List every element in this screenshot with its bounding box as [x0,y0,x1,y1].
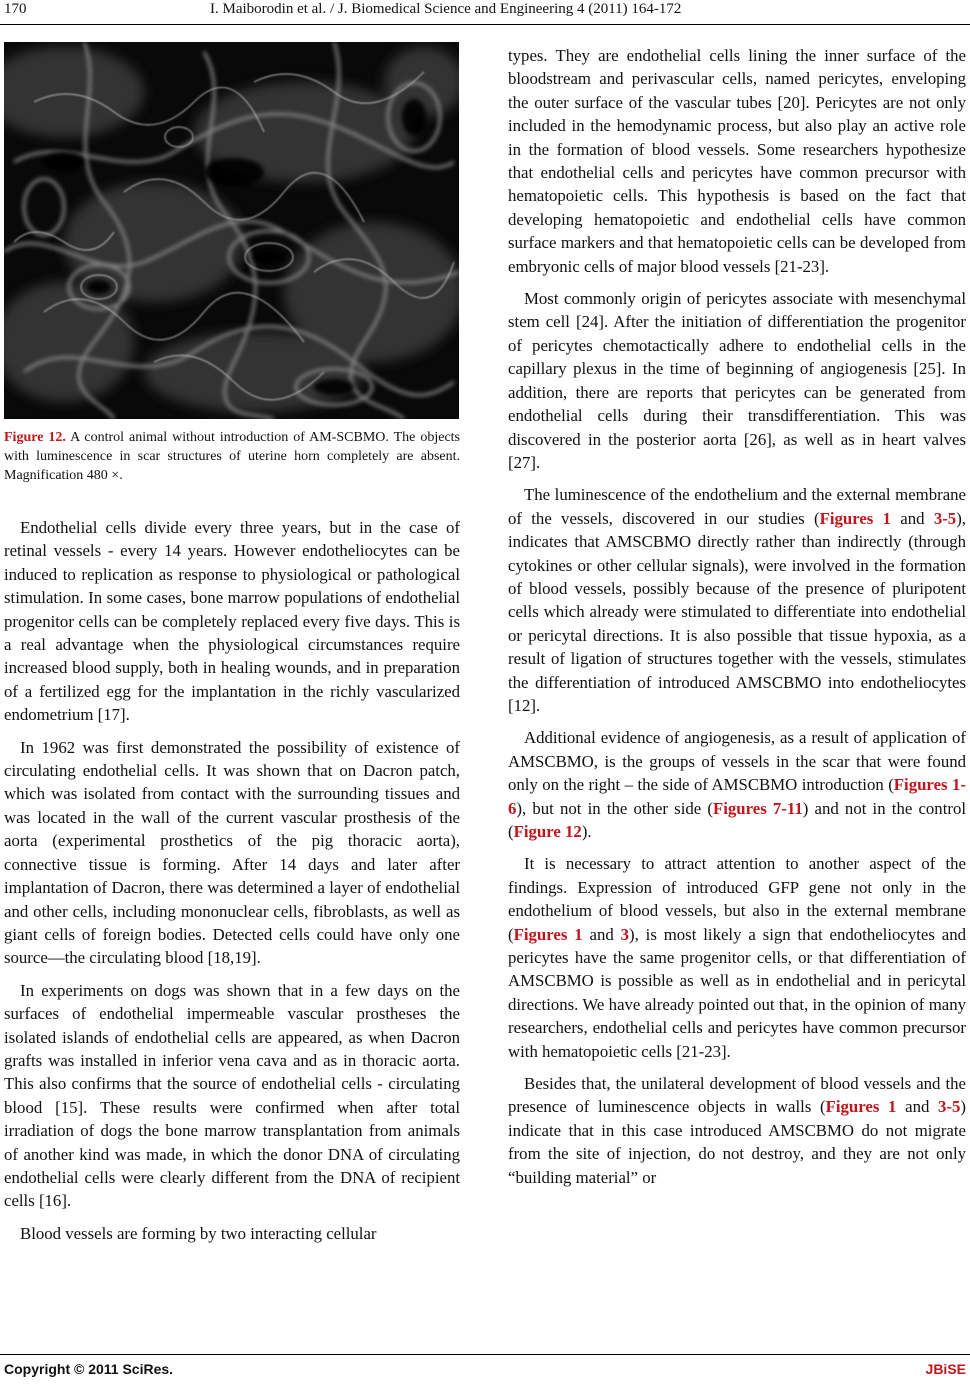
figure-reference-link[interactable]: Figures 1 [513,924,583,944]
running-title: I. Maiborodin et al. / J. Biomedical Science and Engineering 4 (2011) 164-172 [210,1,682,17]
paragraph: The luminescence of the endothelium and the external membrane of the vessels, discovered in our studies (Figures 1 and 3-5), indicates that AMSCBMO directly rather than indirectly (through cytokines or other cellular signals), were involved in the formation of blood vessels, possibly because of the presence of pluripotent cells which already were stimulated to differentiate into endothelial or pericytal directions. It is also possible that tissue hypoxia, as a result of ligation of structures together with the vessels, stimulates the differentiation of introduced AMSCBMO into endotheliocytes [12]. [508,485,966,715]
paragraph: In experiments on dogs was shown that in a few days on the surfaces of endothelial impermeable vascular prostheses the isolated islands of endothelial cells are appeared, as when Dacron grafts was installed in inferior vena cava and as in thoracic aorta. This also confirms that the source of endothelial cells - circulating blood [15]. These results were confirmed when after total irradiation of dogs the bone marrow transplantation from animals of another kind was made, in which the donor DNA of circulating endothelial cells were clearly different from the DNA of recipient cells [16]. [4,980,460,1211]
copyright-notice: Copyright © 2011 SciRes. [4,1361,174,1377]
figure-reference-link[interactable]: 3-5 [933,508,957,528]
paragraph: Most commonly origin of pericytes associate with mesenchymal stem cell [24]. After the initiation of differentiation the progenitor of pericytes chemotactically adhere to endothelial cells in the capillary plexus in the time of beginning of angiogenesis [25]. In addition, there are reports that pericytes can be generated from endothelial cells during their transdifferentiation. This was discovered in the posterior aorta [26], as well as in heart valves [27]. [508,289,966,472]
page-header [0,0,970,30]
figure-caption [4,428,460,485]
figure-reference-link[interactable]: Figures 1-6 [508,775,966,818]
micrograph-image [4,42,459,419]
figure-label: Figure 12. [4,430,66,445]
figure-reference-link[interactable]: 3-5 [938,1097,961,1117]
paragraph: Endothelial cells divide every three years, but in the case of retinal vessels - every 14 years. However endotheliocytes can be induced to replication as response to physiological or pathological stimulation. In some cases, bone marrow populations of endothelial progenitor cells can be completely replaced every five days. This is a real advantage when the physiological circumstances require increased blood supply, both in healing wounds, and in preparation of a fertilized egg for the implantation in the richly vascularized endometrium [17]. [4,518,460,725]
paragraph: Besides that, the unilateral development of blood vessels and the presence of luminescence objects in walls (Figures 1 and 3-5) indicate that in this case introduced AMSCBMO do not migrate from the site of injection, do not destroy, and they are not only “building material” or [508,1074,966,1187]
footer-rule [0,1354,970,1355]
figure-reference-link[interactable]: Figure 12 [513,822,582,841]
header-rule [0,24,970,25]
paragraph: types. They are endothelial cells lining the inner surface of the bloodstream and perivascular cells, named pericytes, enveloping the outer surface of the vascular tubes [20]. Pericytes are not only included in the hemodynamic process, but also play an active role in the formation of blood vessels. Some researchers hypothesize that endothelial cells and pericytes have common precursor with hematopoietic cells. This hypothesis is based on the fact that developing hematopoietic and endothelial cells have common surface markers and that hematopoietic cells can be developed from embryonic cells of major blood vessels [21-23]. [508,46,966,276]
paragraph: It is necessary to attract attention to another aspect of the findings. Expression of introduced GFP gene not only in the endothelium of blood vessels, but also in the external membrane (Figures 1 and 3), is most likely a sign that endotheliocytes and pericytes have the same progenitor cells, or that differentiation of AMSCBMO is possible as well as in endothelial and in pericytal directions. We have already pointed out that, in the opinion of many researchers, endothelial cells and pericytes have common precursor with hematopoietic cells [21-23]. [508,854,966,1061]
paragraph: Blood vessels are forming by two interacting cellular [20,1223,377,1243]
figure-12-micrograph [4,42,459,419]
figure-caption-text: A control animal without introduction of AM-SCBMO. The objects with luminescence in scar structures of uterine horn completely are absent. Magnification 480 ×. [4,430,460,483]
journal-abbreviation: JBiSE [925,1361,966,1377]
figure-reference-link[interactable]: Figures 7-11 [712,798,803,818]
figure-reference-link[interactable]: 3 [620,924,629,944]
right-column [508,44,966,1198]
figure-reference-link[interactable]: Figures 1 [819,508,892,528]
left-column [4,516,460,1254]
paragraph: In 1962 was first demonstrated the possibility of existence of circulating endothelial cells. It was shown that on Dacron patch, which was isolated from contact with the surrounding tissues and was located in the wall of the current vascular prosthesis of the aorta (experimental prosthetics of the pig thoracic aorta), connective tissue is forming. After 14 days and later after implantation of Dacron, there was determined a layer of endothelial and other cells, including mononuclear cells, fibroblasts, as well as giant cells of foreign bodies. Detected cells could have only one source—the circulating blood [18,19]. [4,737,460,968]
page-number: 170 [4,1,27,17]
figure-reference-link[interactable]: Figures 1 [825,1097,897,1117]
paragraph: Additional evidence of angiogenesis, as a result of application of AMSCBMO, is the groups of vessels in the scar that were found only on the right – the side of AMSCBMO introduction (Figures 1-6), but not in the other side (Figures 7-11) and not in the control (Figure 12). [508,728,966,841]
